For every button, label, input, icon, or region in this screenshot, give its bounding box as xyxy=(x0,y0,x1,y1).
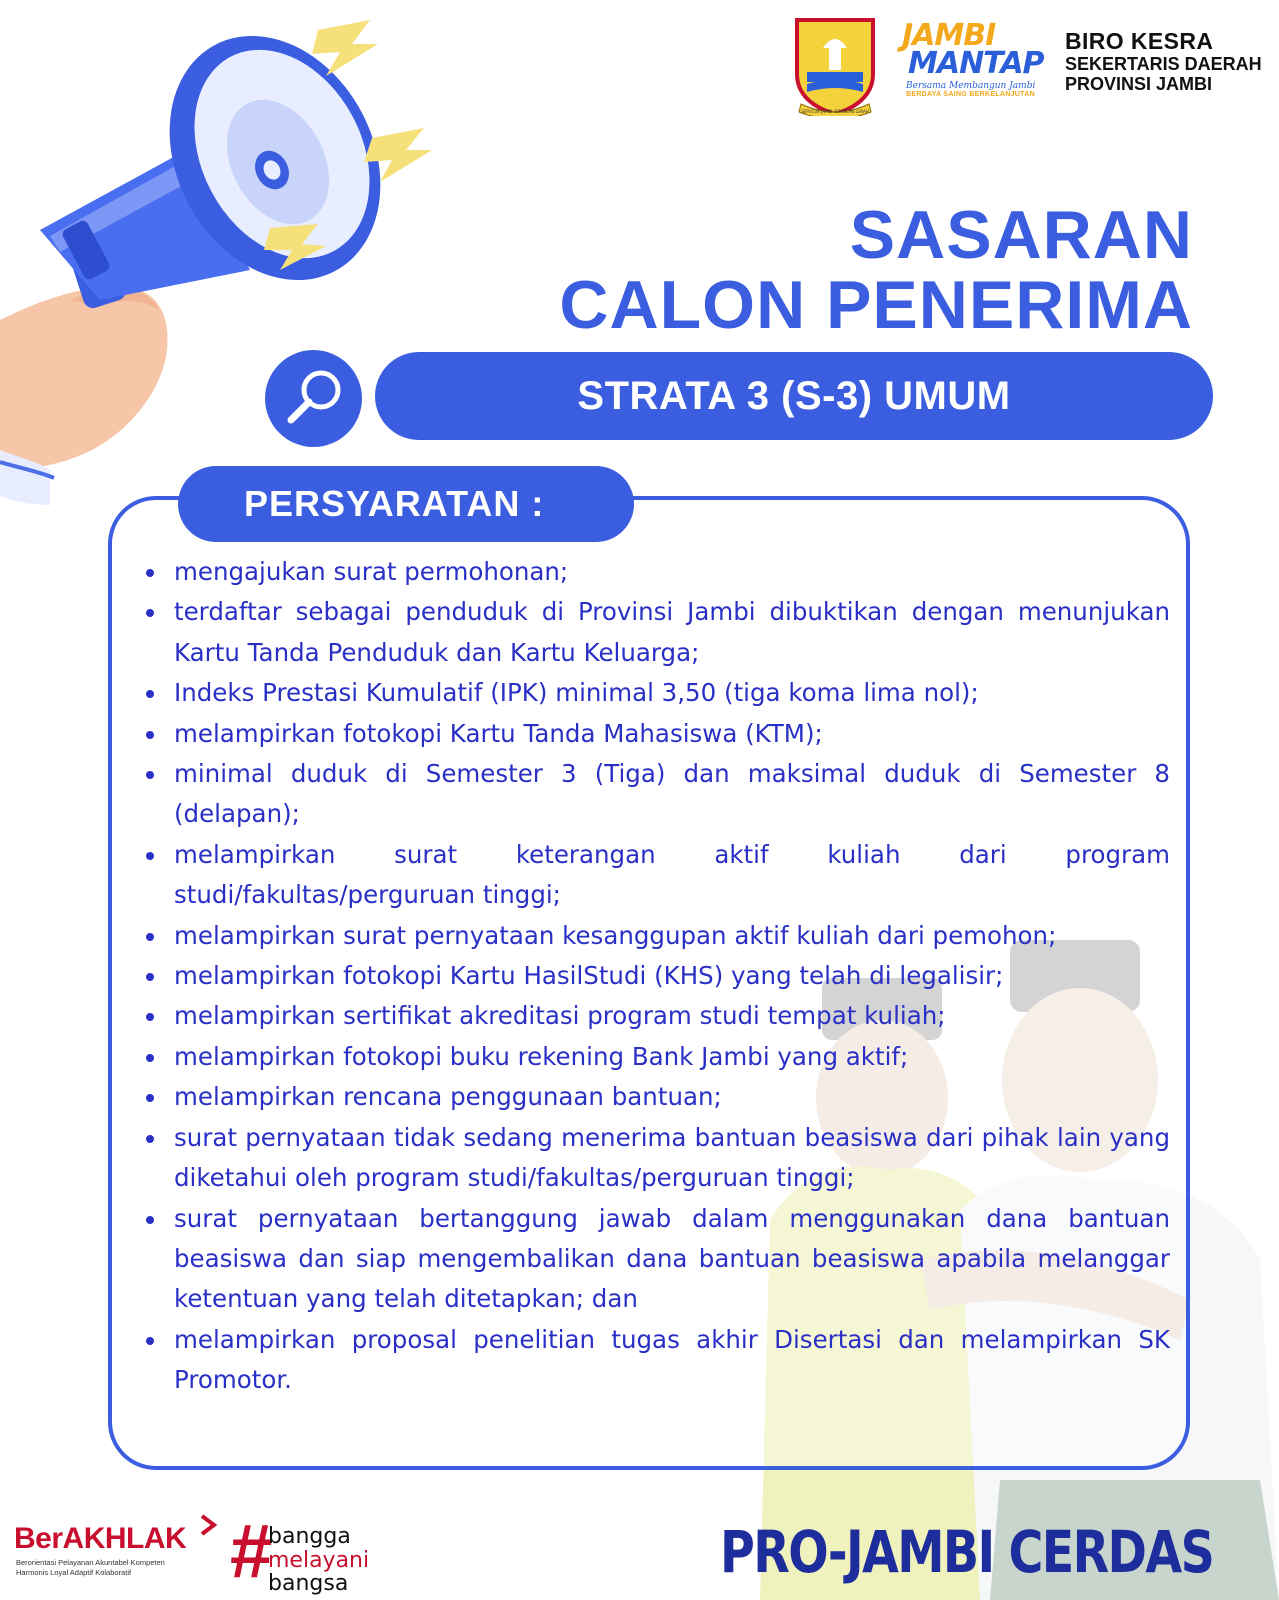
melayani-word: melayani xyxy=(268,1548,370,1573)
requirement-item: surat pernyataan bertanggung jawab dalam menggunakan dana bantuan beasiswa dan siap mengembalikan dana bantuan beasiswa apabila melanggar ketentuan yang telah ditetapkan; dan xyxy=(146,1199,1170,1320)
bangsa-word: bangsa xyxy=(268,1571,349,1596)
title-line-2: CALON PENERIMA xyxy=(559,267,1193,343)
requirement-item: melampirkan fotokopi buku rekening Bank Jambi yang aktif; xyxy=(146,1037,1170,1077)
requirements-heading: PERSYARATAN : xyxy=(178,466,634,542)
jambi-word: JAMBI xyxy=(902,18,996,53)
level-banner: STRATA 3 (S-3) UMUM xyxy=(375,352,1213,440)
title-line-1: SASARAN xyxy=(849,197,1193,273)
requirement-item: melampirkan sertifikat akreditasi program studi tempat kuliah; xyxy=(146,996,1170,1036)
requirement-item: Indeks Prestasi Kumulatif (IPK) minimal 3,50 (tiga koma lima nol); xyxy=(146,673,1170,713)
program-name: PRO-JAMBI CERDAS xyxy=(720,1518,1214,1586)
emblem-icon xyxy=(793,16,877,116)
org-line-2: SEKERTARIS DAERAH xyxy=(1065,54,1262,74)
requirement-item: melampirkan fotokopi Kartu Tanda Mahasiswa (KTM); xyxy=(146,714,1170,754)
bangga-word: bangga xyxy=(268,1524,351,1549)
jm-sub-tagline: BERDAYA SAING BERKELANJUTAN xyxy=(906,91,1035,98)
page-title xyxy=(559,197,1193,343)
berakhlak-subtitle: Berorientasi Pelayanan Akuntabel Kompeten Harmonis Loyal Adaptif Kolaboratif xyxy=(16,1558,165,1577)
requirement-item: minimal duduk di Semester 3 (Tiga) dan maksimal duduk di Semester 8 (delapan); xyxy=(146,754,1170,835)
requirement-item: melampirkan rencana penggunaan bantuan; xyxy=(146,1077,1170,1117)
mantap-word: MANTAP xyxy=(908,46,1044,81)
org-line-1: BIRO KESRA xyxy=(1065,28,1214,54)
requirement-item: surat pernyataan tidak sedang menerima bantuan beasiswa dari pihak lain yang diketahui oleh program studi/fakultas/perguruan tinggi; xyxy=(146,1118,1170,1199)
requirement-item: terdaftar sebagai penduduk di Provinsi Jambi dibuktikan dengan menunjukan Kartu Tanda Penduduk dan Kartu Keluarga; xyxy=(146,592,1170,673)
bangga-melayani-bangsa-logo xyxy=(230,1509,390,1596)
hashtag-mark: # xyxy=(230,1509,273,1594)
svg-text:SEPUCUK JAMBI SEMBILAN LURAH: SEPUCUK JAMBI SEMBILAN LURAH xyxy=(801,109,869,114)
requirement-item: melampirkan fotokopi Kartu HasilStudi (KHS) yang telah di legalisir; xyxy=(146,956,1170,996)
hand-icon xyxy=(0,287,168,505)
jambi-mantap-logo xyxy=(902,18,1044,104)
berakhlak-word: BerAKHLAK xyxy=(14,1522,187,1555)
chevron-icon xyxy=(198,1514,220,1536)
org-line-3: PROVINSI JAMBI xyxy=(1065,74,1213,94)
requirement-item: melampirkan surat pernyataan kesanggupan aktif kuliah dari pemohon; xyxy=(146,916,1170,956)
berakhlak-logo xyxy=(14,1522,234,1592)
requirement-item: melampirkan surat keterangan aktif kuliah dari program studi/fakultas/perguruan tinggi; xyxy=(146,835,1170,916)
jm-tagline: Bersama Membangun Jambi xyxy=(906,81,1036,91)
requirement-item: mengajukan surat permohonan; xyxy=(146,552,1170,592)
search-badge xyxy=(265,350,362,447)
search-icon xyxy=(285,368,343,428)
requirement-item: melampirkan proposal penelitian tugas akhir Disertasi dan melampirkan SK Promotor. xyxy=(146,1320,1170,1401)
megaphone-icon xyxy=(0,0,470,520)
organization-name xyxy=(1065,28,1277,94)
requirements-list xyxy=(146,552,1170,1401)
